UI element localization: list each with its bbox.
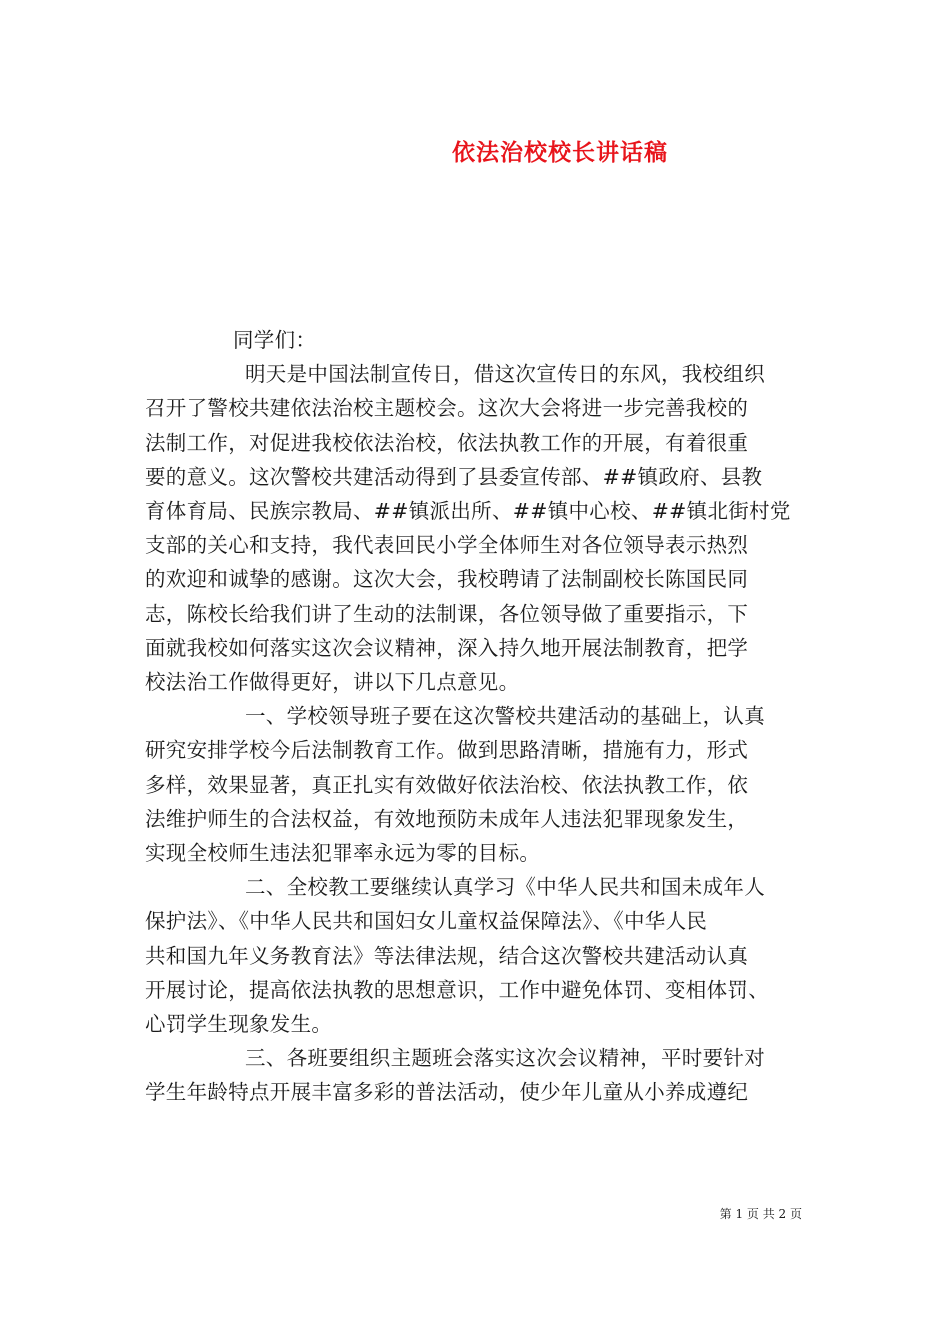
paragraph-line: 校法治工作做得更好，讲以下几点意见。 (145, 670, 520, 695)
paragraph-line: 要的意义。这次警校共建活动得到了县委宣传部、##镇政府、县教 (145, 464, 763, 489)
paragraph-line: 学生年龄特点开展丰富多彩的普法活动，使少年儿童从小养成遵纪 (145, 1080, 749, 1105)
paragraph-line: 志，陈校长给我们讲了生动的法制课，各位领导做了重要指示，下 (145, 601, 749, 626)
paragraph-line: 法维护师生的合法权益，有效地预防未成年人违法犯罪现象发生， (145, 806, 749, 831)
paragraph-line: 召开了警校共建依法治校主题校会。这次大会将进一步完善我校的 (145, 396, 749, 421)
paragraph-3 (145, 870, 810, 1041)
paragraph-line: 三、各班要组织主题班会落实这次会议精神，平时要针对 (245, 1046, 765, 1071)
paragraph-line: 育体育局、民族宗教局、##镇派出所、##镇中心校、##镇北街村党 (145, 499, 791, 524)
document-title: 依法治校校长讲话稿 (452, 139, 668, 166)
page-footer: 第 1 页 共 2 页 (719, 1207, 802, 1221)
paragraph-line: 研究安排学校今后法制教育工作。做到思路清晰，措施有力，形式 (145, 738, 749, 763)
greeting: 同学们： (233, 328, 317, 352)
paragraph-line: 面就我校如何落实这次会议精神，深入持久地开展法制教育，把学 (145, 635, 749, 660)
paragraph-line: 二、全校教工要继续认真学习《中华人民共和国未成年人 (245, 875, 765, 900)
paragraph-4 (145, 1041, 810, 1109)
paragraph-line: 一、学校领导班子要在这次警校共建活动的基础上，认真 (245, 704, 765, 729)
paragraph-line: 实现全校师生违法犯罪率永远为零的目标。 (145, 841, 541, 866)
paragraph-line: 法制工作，对促进我校依法治校，依法执教工作的开展，有着很重 (145, 430, 749, 455)
paragraph-line: 支部的关心和支持，我代表回民小学全体师生对各位领导表示热烈 (145, 533, 749, 558)
paragraph-2 (145, 699, 810, 870)
paragraph-line: 明天是中国法制宣传日，借这次宣传日的东风，我校组织 (245, 362, 765, 387)
paragraph-line: 开展讨论，提高依法执教的思想意识，工作中避免体罚、变相体罚、 (145, 977, 769, 1002)
paragraph-line: 保护法》、《中华人民共和国妇女儿童权益保障法》、《中华人民 (145, 909, 708, 934)
paragraph-line: 心罚学生现象发生。 (145, 1012, 333, 1037)
paragraph-line: 的欢迎和诚挚的感谢。这次大会，我校聘请了法制副校长陈国民同 (145, 567, 749, 592)
paragraph-line: 共和国九年义务教育法》等法律法规，结合这次警校共建活动认真 (145, 943, 749, 968)
document-body (145, 323, 810, 1110)
paragraph-1 (145, 357, 810, 699)
paragraph-line: 多样，效果显著，真正扎实有效做好依法治校、依法执教工作，依 (145, 772, 749, 797)
